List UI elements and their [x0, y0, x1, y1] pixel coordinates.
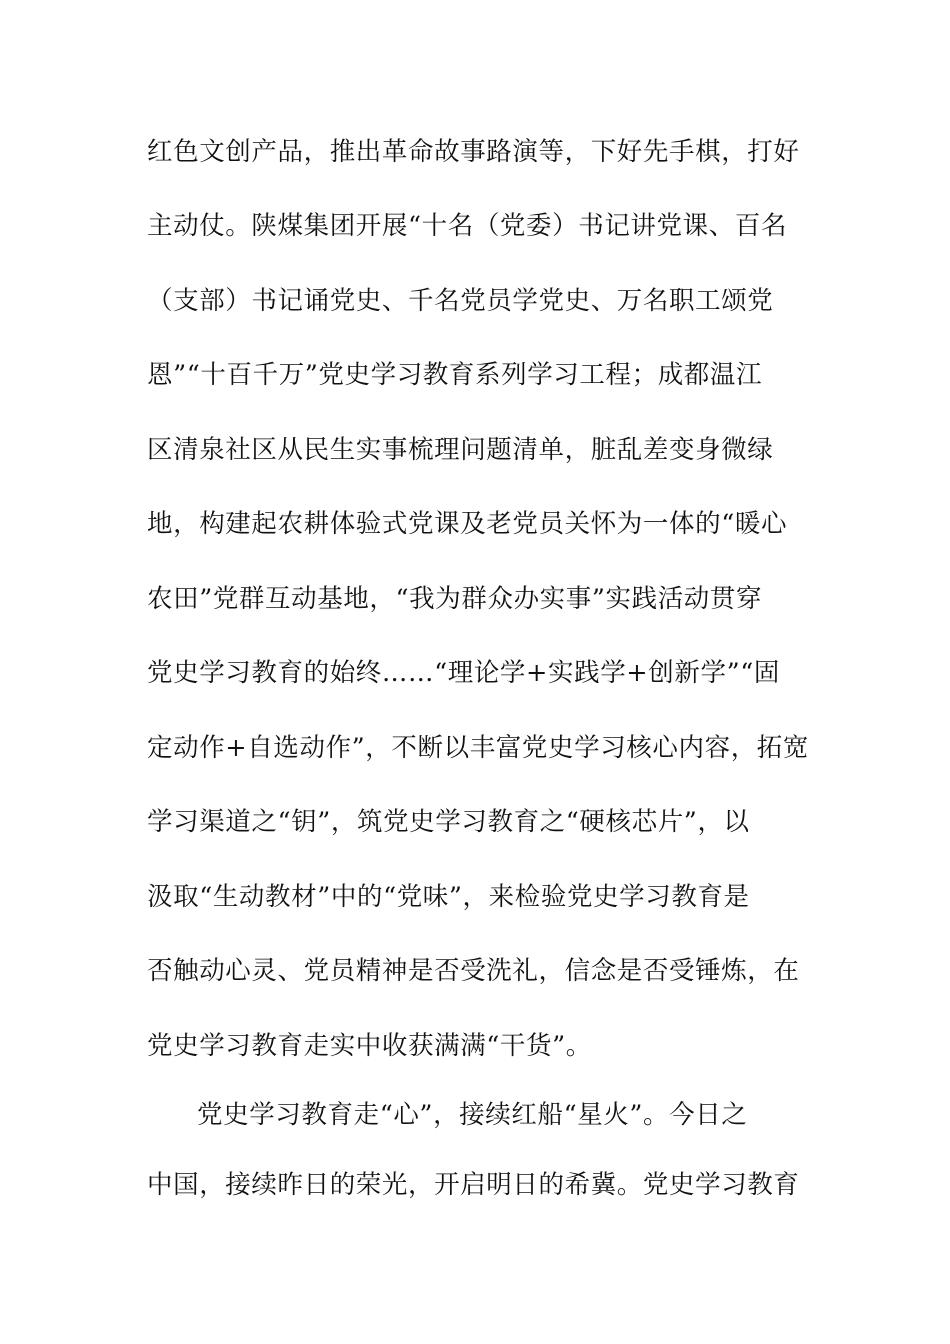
paragraph-line: 学习渠道之“钥”，筑党史学习教育之“硬核芯片”，以	[147, 807, 750, 837]
paragraph-line: 主动仗。陕煤集团开展“十名（党委）书记讲党课、百名	[147, 211, 788, 241]
paragraph-line: 定动作+自选动作”，不断以丰富党史学习核心内容，拓宽	[147, 733, 810, 763]
paragraph-line: 汲取“生动教材”中的“党味”，来检验党史学习教育是	[147, 882, 750, 912]
paragraph-line: 否触动心灵、党员精神是否受洗礼，信念是否受锤炼，在	[147, 956, 800, 986]
paragraph-line: 红色文创产品，推出革命故事路演等，下好先手棋，打好	[147, 137, 800, 167]
paragraph-line: 党史学习教育走“心”，接续红船“星火”。今日之	[197, 1100, 748, 1130]
paragraph-line: 恩”“十百千万”党史学习教育系列学习工程；成都温江	[147, 360, 763, 390]
paragraph-line: 中国，接续昨日的荣光，开启明日的希冀。党史学习教育	[147, 1170, 800, 1200]
paragraph-line: 党史学习教育走实中收获满满“干货”。	[147, 1031, 592, 1061]
paragraph-line: （支部）书记诵党史、千名党员学党史、万名职工颂党	[147, 286, 774, 316]
paragraph-line: 党史学习教育的始终……“理论学+实践学+创新学”“固	[147, 658, 780, 688]
paragraph-line: 农田”党群互动基地，“我为群众办实事”实践活动贯穿	[147, 584, 763, 614]
paragraph-line: 区清泉社区从民生实事梳理问题清单，脏乱差变身微绿	[147, 435, 774, 465]
paragraph-line: 地，构建起农耕体验式党课及老党员关怀为一体的“暖心	[147, 509, 788, 539]
